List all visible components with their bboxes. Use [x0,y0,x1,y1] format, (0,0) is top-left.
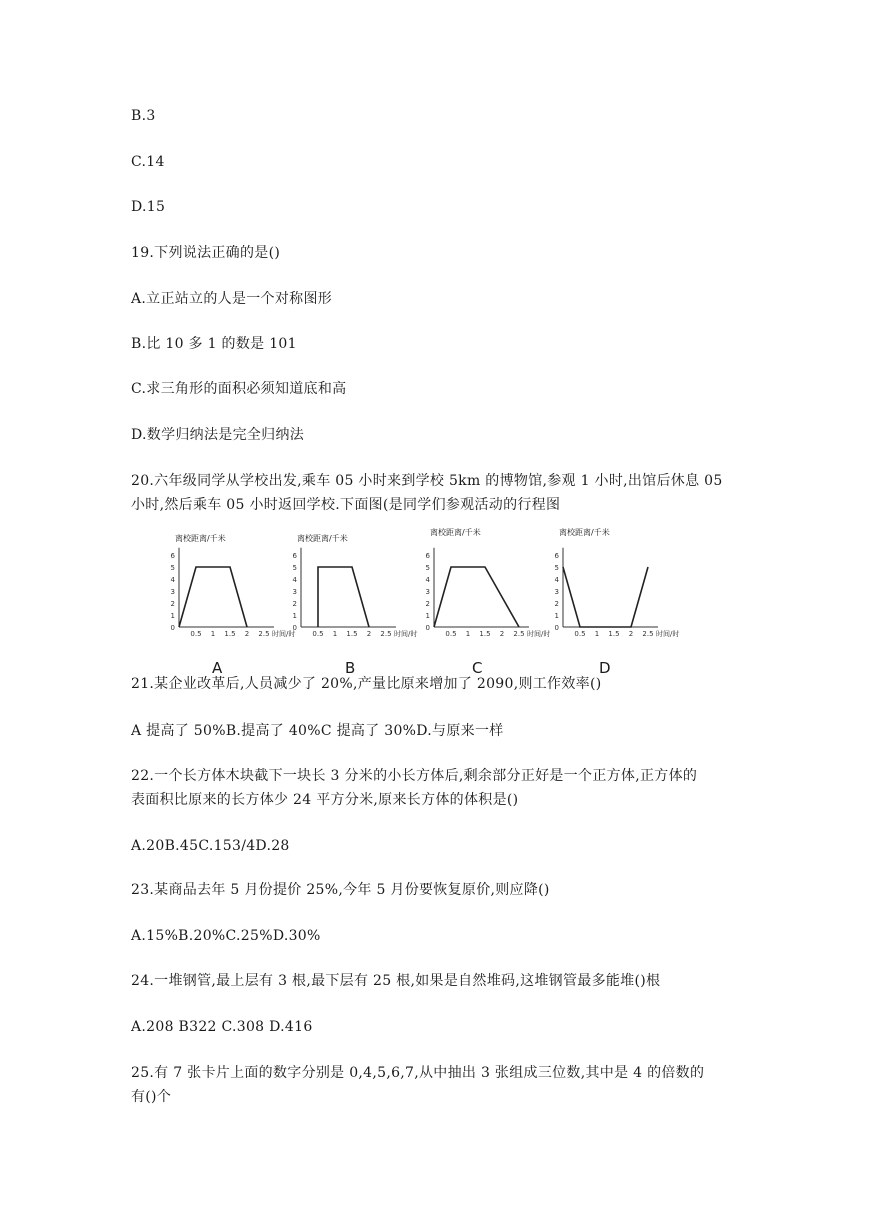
chart-c-ylabel: 离校距离/千米 [430,528,481,537]
x-tick-label: 1 [594,630,600,638]
y-tick-label: 5 [425,564,430,572]
y-tick-label: 1 [292,612,297,620]
y-tick-label: 4 [292,576,297,584]
series-line [434,567,519,627]
y-tick-label: 5 [292,564,297,572]
x-tick-label: 2 [366,630,372,638]
y-tick-label: 2 [554,600,559,608]
chart-d-plot [549,527,680,642]
question-25-line1: 25.有 7 张卡片上面的数字分别是 0,4,5,6,7,从中抽出 3 张组成三位数,其中是 4 的倍数的 [131,1065,705,1081]
chart-b-ylabel: 离校距离/千米 [297,534,348,543]
y-tick-label: 2 [292,600,297,608]
question-22-line1: 22.一个长方体木块截下一块长 3 分米的小长方体后,剩余部分正好是一个正方体,正方体的 [131,768,698,784]
y-tick-label: 4 [554,576,559,584]
x-axis-label: 时间/时 [527,630,551,638]
x-tick-label: 2 [499,630,505,638]
x-tick-label: 2.5 [642,630,654,638]
x-tick-label: 2.5 [258,630,270,638]
chart-a-ylabel: 离校距离/千米 [175,534,226,543]
chart-b-label: B [345,659,356,677]
question-19: 19.下列说法正确的是() [131,245,281,261]
x-tick-label: 0.5 [190,630,202,638]
y-tick-label: 0 [554,624,559,632]
x-tick-label: 0.5 [445,630,457,638]
series-line [318,567,369,627]
x-axis-label: 时间/时 [394,630,418,638]
chart-a [165,527,296,677]
q24-options: A.208 B322 C.308 D.416 [131,1019,313,1035]
question-25-line2: 有()个 [131,1089,172,1105]
series-line [563,567,648,627]
y-tick-label: 1 [554,612,559,620]
y-tick-label: 0 [425,624,430,632]
y-tick-label: 6 [554,552,559,560]
y-tick-label: 1 [425,612,430,620]
chart-d-label: D [599,659,611,677]
x-tick-label: 0.5 [574,630,586,638]
chart-a-label: A [212,659,223,677]
q22-options: A.20B.45C.153/4D.28 [131,838,290,854]
x-tick-label: 2 [244,630,250,638]
x-tick-label: 1.5 [479,630,491,638]
question-22-line2: 表面积比原来的长方体少 24 平方分米,原来长方体的体积是() [131,792,519,808]
q19-option-b: B.比 10 多 1 的数是 101 [131,336,297,352]
x-tick-label: 2.5 [380,630,392,638]
y-tick-label: 0 [292,624,297,632]
chart-b [287,527,418,677]
x-tick-label: 1 [465,630,471,638]
y-tick-label: 6 [425,552,430,560]
q19-option-c: C.求三角形的面积必须知道底和高 [131,381,347,397]
travel-charts [165,527,705,677]
x-axis-label: 时间/时 [272,630,296,638]
y-tick-label: 2 [425,600,430,608]
y-tick-label: 3 [170,588,175,596]
q21-options: A 提高了 50%B.提高了 40%C 提高了 30%D.与原来一样 [131,723,504,739]
chart-c-label: C [472,659,483,677]
chart-c [420,527,551,677]
x-tick-label: 1 [332,630,338,638]
option-b: B.3 [131,108,156,124]
x-tick-label: 1.5 [346,630,358,638]
y-tick-label: 6 [292,552,297,560]
y-tick-label: 4 [170,576,175,584]
q23-options: A.15%B.20%C.25%D.30% [131,928,321,944]
q19-option-a: A.立正站立的人是一个对称图形 [131,291,333,307]
chart-d-ylabel: 离校距离/千米 [559,528,610,537]
y-tick-label: 5 [170,564,175,572]
x-tick-label: 2 [628,630,634,638]
x-axis-label: 时间/时 [656,630,680,638]
chart-b-plot [287,527,418,642]
x-tick-label: 1.5 [608,630,620,638]
y-tick-label: 2 [170,600,175,608]
series-line [179,567,247,627]
chart-c-plot [420,527,551,642]
y-tick-label: 0 [170,624,175,632]
x-tick-label: 1.5 [224,630,236,638]
question-21: 21.某企业改革后,人员减少了 20%,产量比原来增加了 2090,则工作效率() [131,676,602,692]
y-tick-label: 3 [554,588,559,596]
y-tick-label: 3 [292,588,297,596]
y-tick-label: 5 [554,564,559,572]
question-20-line2: 小时,然后乘车 05 小时返回学校.下面图(是同学们参观活动的行程图 [131,497,561,513]
q19-option-d: D.数学归纳法是完全归纳法 [131,427,305,443]
y-tick-label: 6 [170,552,175,560]
chart-a-plot [165,527,296,642]
chart-d [549,527,680,677]
option-c: C.14 [131,154,165,170]
option-d: D.15 [131,199,166,215]
y-tick-label: 3 [425,588,430,596]
x-tick-label: 2.5 [513,630,525,638]
x-tick-label: 1 [210,630,216,638]
x-tick-label: 0.5 [312,630,324,638]
y-tick-label: 1 [170,612,175,620]
y-tick-label: 4 [425,576,430,584]
question-24: 24.一堆钢管,最上层有 3 根,最下层有 25 根,如果是自然堆码,这堆钢管最多能堆()根 [131,973,661,989]
question-23: 23.某商品去年 5 月份提价 25%,今年 5 月份要恢复原价,则应降() [131,882,550,898]
question-20-line1: 20.六年级同学从学校出发,乘车 05 小时来到学校 5km 的博物馆,参观 1 小时,出馆后休息 05 [131,473,723,489]
